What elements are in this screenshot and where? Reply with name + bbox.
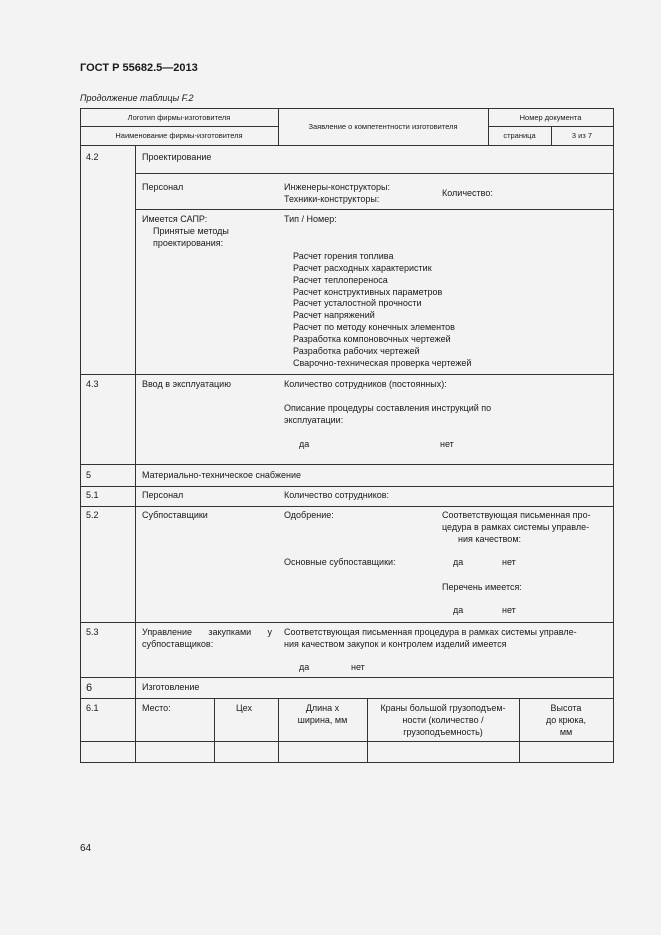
engineers-label: Инженеры-конструкторы: [284,182,390,192]
document-title: ГОСТ Р 55682.5—2013 [80,62,198,74]
purchasing-text-line1: Соответствующая письменная процедура в рамках системы управле- [284,627,577,637]
instructions-desc-line2: эксплуатации: [284,415,344,425]
table-continuation-caption: Продолжение таблицы F.2 [80,93,194,103]
cranes-header-line1: Краны большой грузоподъем- [380,703,506,713]
list-item: Расчет конструктивных параметров [293,287,443,297]
list-item: Расчет теплопереноса [293,275,388,285]
header-statement: Заявление о компетентности изготовителя [308,122,458,131]
option-yes: да [453,605,464,615]
option-yes: да [299,439,310,449]
hook-height-header-line2: до крюка, [545,715,587,725]
cranes-header-line3: грузоподъемность) [403,727,483,737]
staff-count-label: Количество сотрудников: [284,490,390,500]
cad-label: Имеется САПР: [142,214,208,224]
list-available-label: Перечень имеется: [442,582,522,592]
list-item: Расчет расходных характеристик [293,263,432,273]
section-4-2-number: 4.2 [86,152,99,162]
methods-label-line2: проектирования: [153,238,224,248]
methods-label-line1: Принятые методы [153,226,229,236]
list-item: Разработка компоновочных чертежей [293,334,451,344]
option-yes: да [299,662,310,672]
personnel-label: Персонал [142,182,184,192]
approval-label: Одобрение: [284,510,334,520]
procedure-line1: Соответствующая письменная про- [442,510,591,520]
section-4-3-number: 4.3 [86,379,99,389]
option-no: нет [351,662,365,672]
list-item: Расчет горения топлива [293,251,394,261]
procedure-line2: цедура в рамках системы управле- [442,522,590,532]
section-6-1-number: 6.1 [86,703,99,713]
section-5-2-title: Субпоставщики [142,510,208,520]
list-item: Расчет по методу конечных элементов [293,322,455,332]
section-4-2-title: Проектирование [142,152,212,162]
list-item: Сварочно-техническая проверка чертежей [293,358,472,368]
header-page-label: страница [503,131,536,140]
length-width-header-line2: ширина, мм [297,715,348,725]
section-5-title: Материально-техническое снабжение [142,470,302,480]
place-label: Место: [142,703,171,713]
section-5-3-title-line2: субпоставщиков: [142,639,214,649]
page-number: 64 [80,843,92,854]
section-6-number: 6 [86,682,93,694]
header-page-value: 3 из 7 [571,131,593,140]
header-logo: Логотип фирмы-изготовителя [127,113,231,122]
quantity-label: Количество: [442,188,493,198]
length-width-header-line1: Длина х [305,703,340,713]
main-subcontractors-label: Основные субпоставщики: [284,557,396,567]
section-5-number: 5 [86,470,92,480]
section-5-3-title-line1: Управление закупками у [142,627,272,637]
header-doc-number: Номер документа [519,113,582,122]
option-no: нет [502,605,516,615]
hook-height-header-line1: Высота [550,703,582,713]
list-item: Расчет напряжений [293,310,375,320]
section-5-2-number: 5.2 [86,510,99,520]
workshop-header: Цех [236,703,252,713]
list-item: Расчет усталостной прочности [293,298,422,308]
section-4-3-title: Ввод в эксплуатацию [142,379,231,389]
section-5-3-number: 5.3 [86,627,99,637]
purchasing-text-line2: ния качеством закупок и контролем изделий имеется [284,639,507,649]
instructions-desc-line1: Описание процедуры составления инструкций по [284,403,492,413]
procedure-line3: ния качеством: [458,534,522,544]
option-no: нет [502,557,516,567]
section-6-title: Изготовление [142,682,200,692]
option-no: нет [440,439,454,449]
type-number-label: Тип / Номер: [284,214,337,224]
header-company-name: Наименование фирмы-изготовителя [115,131,243,140]
section-5-1-title: Персонал [142,490,184,500]
section-5-1-number: 5.1 [86,490,99,500]
hook-height-header-line3: мм [559,727,573,737]
technicians-label: Техники-конструкторы: [284,194,380,204]
list-item: Разработка рабочих чертежей [293,346,420,356]
cranes-header-line2: ности (количество / [402,715,484,725]
option-yes: да [453,557,464,567]
staff-permanent-label: Количество сотрудников (постоянных): [284,379,447,389]
